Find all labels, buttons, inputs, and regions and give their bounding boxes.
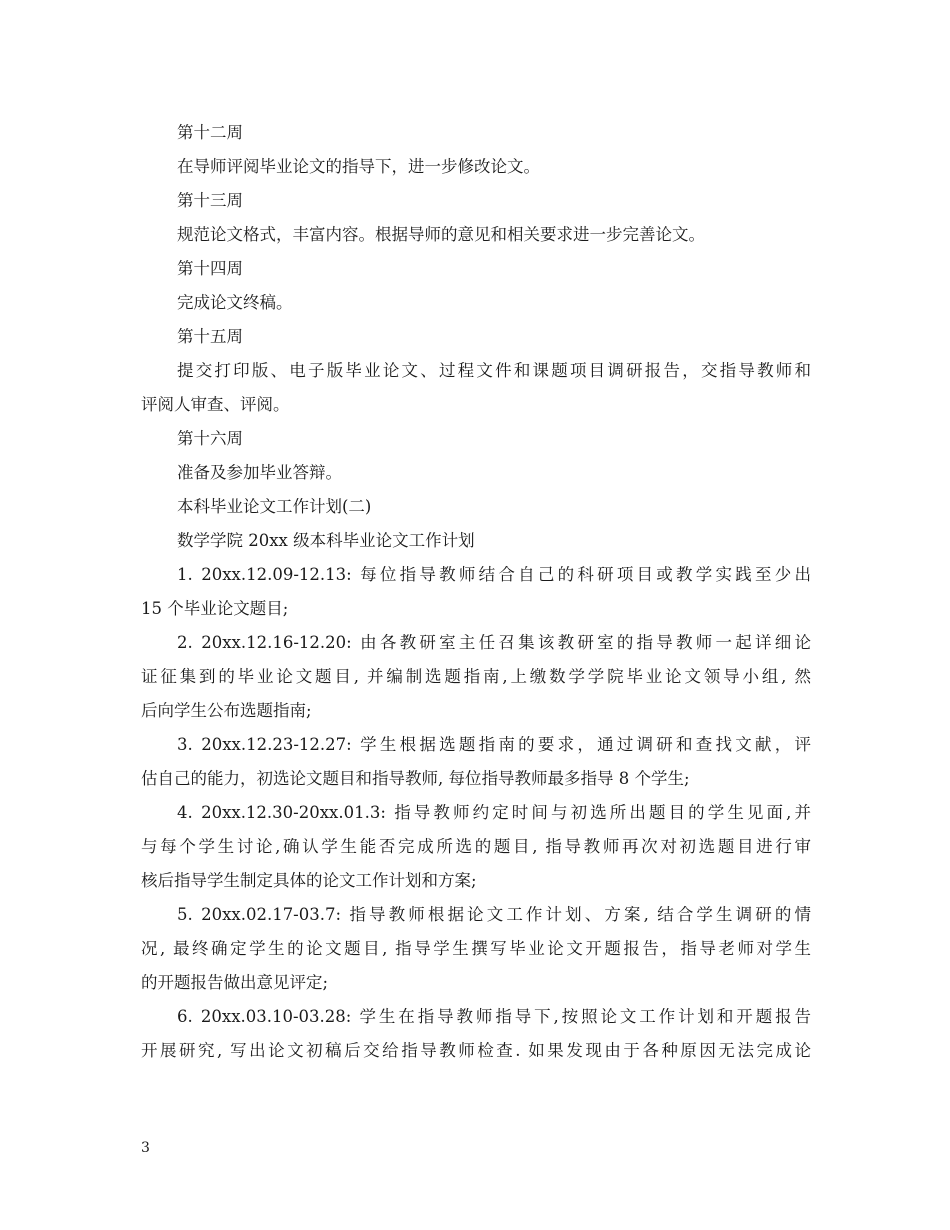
text-line: 6. 20xx.03.10-03.28: 学生在指导教师指导下,按照论文工作计划和开题报告 xyxy=(177,1007,811,1026)
text-line: 第十五周 xyxy=(177,327,243,346)
text-line: 4. 20xx.12.30-20xx.01.3: 指导教师约定时间与初选所出题目的学生见面,并 xyxy=(177,803,811,822)
text-line: 第十六周 xyxy=(177,429,243,448)
text-line: 3. 20xx.12.23-12.27: 学生根据选题指南的要求，通过调研和查找文献，评 xyxy=(177,735,811,754)
text-line: 5. 20xx.02.17-03.7: 指导教师根据论文工作计划、方案, 结合学生调研的情 xyxy=(177,905,811,924)
text-line: 后向学生公布选题指南; xyxy=(141,701,312,720)
text-line: 的开题报告做出意见评定; xyxy=(141,973,329,992)
text-line: 15 个毕业论文题目; xyxy=(141,599,289,618)
text-line: 1. 20xx.12.09-12.13: 每位指导教师结合自己的科研项目或教学实践至少出 xyxy=(177,565,811,584)
text-line: 提交打印版、电子版毕业论文、过程文件和课题项目调研报告，交指导教师和 xyxy=(177,361,811,380)
page-number: 3 xyxy=(141,1140,150,1156)
text-line: 开展研究, 写出论文初稿后交给指导教师检查. 如果发现由于各种原因无法完成论 xyxy=(141,1041,811,1060)
document-body xyxy=(141,116,811,1068)
text-line: 第十三周 xyxy=(177,191,243,210)
text-line: 估自己的能力，初选论文题目和指导教师, 每位指导教师最多指导 8 个学生; xyxy=(141,769,690,788)
text-line: 规范论文格式，丰富内容。根据导师的意见和相关要求进一步完善论文。 xyxy=(177,225,705,244)
text-line: 准备及参加毕业答辩。 xyxy=(177,463,342,482)
text-line: 证征集到的毕业论文题目, 并编制选题指南,上缴数学学院毕业论文领导小组, 然 xyxy=(141,667,811,686)
text-line: 数学学院 20xx 级本科毕业论文工作计划 xyxy=(177,531,475,550)
text-line: 在导师评阅毕业论文的指导下，进一步修改论文。 xyxy=(177,157,540,176)
text-line: 第十二周 xyxy=(177,123,243,142)
text-line: 况, 最终确定学生的论文题目, 指导学生撰写毕业论文开题报告，指导老师对学生 xyxy=(141,939,811,958)
text-line: 核后指导学生制定具体的论文工作计划和方案; xyxy=(141,871,477,890)
text-line: 评阅人审查、评阅。 xyxy=(141,395,290,414)
text-line: 与每个学生讨论,确认学生能否完成所选的题目, 指导教师再次对初选题目进行审 xyxy=(141,837,811,856)
text-line: 完成论文终稿。 xyxy=(177,293,293,312)
text-line: 2. 20xx.12.16-12.20: 由各教研室主任召集该教研室的指导教师一起详细论 xyxy=(177,633,811,652)
text-line: 本科毕业论文工作计划(二) xyxy=(177,497,372,516)
text-line: 第十四周 xyxy=(177,259,243,278)
